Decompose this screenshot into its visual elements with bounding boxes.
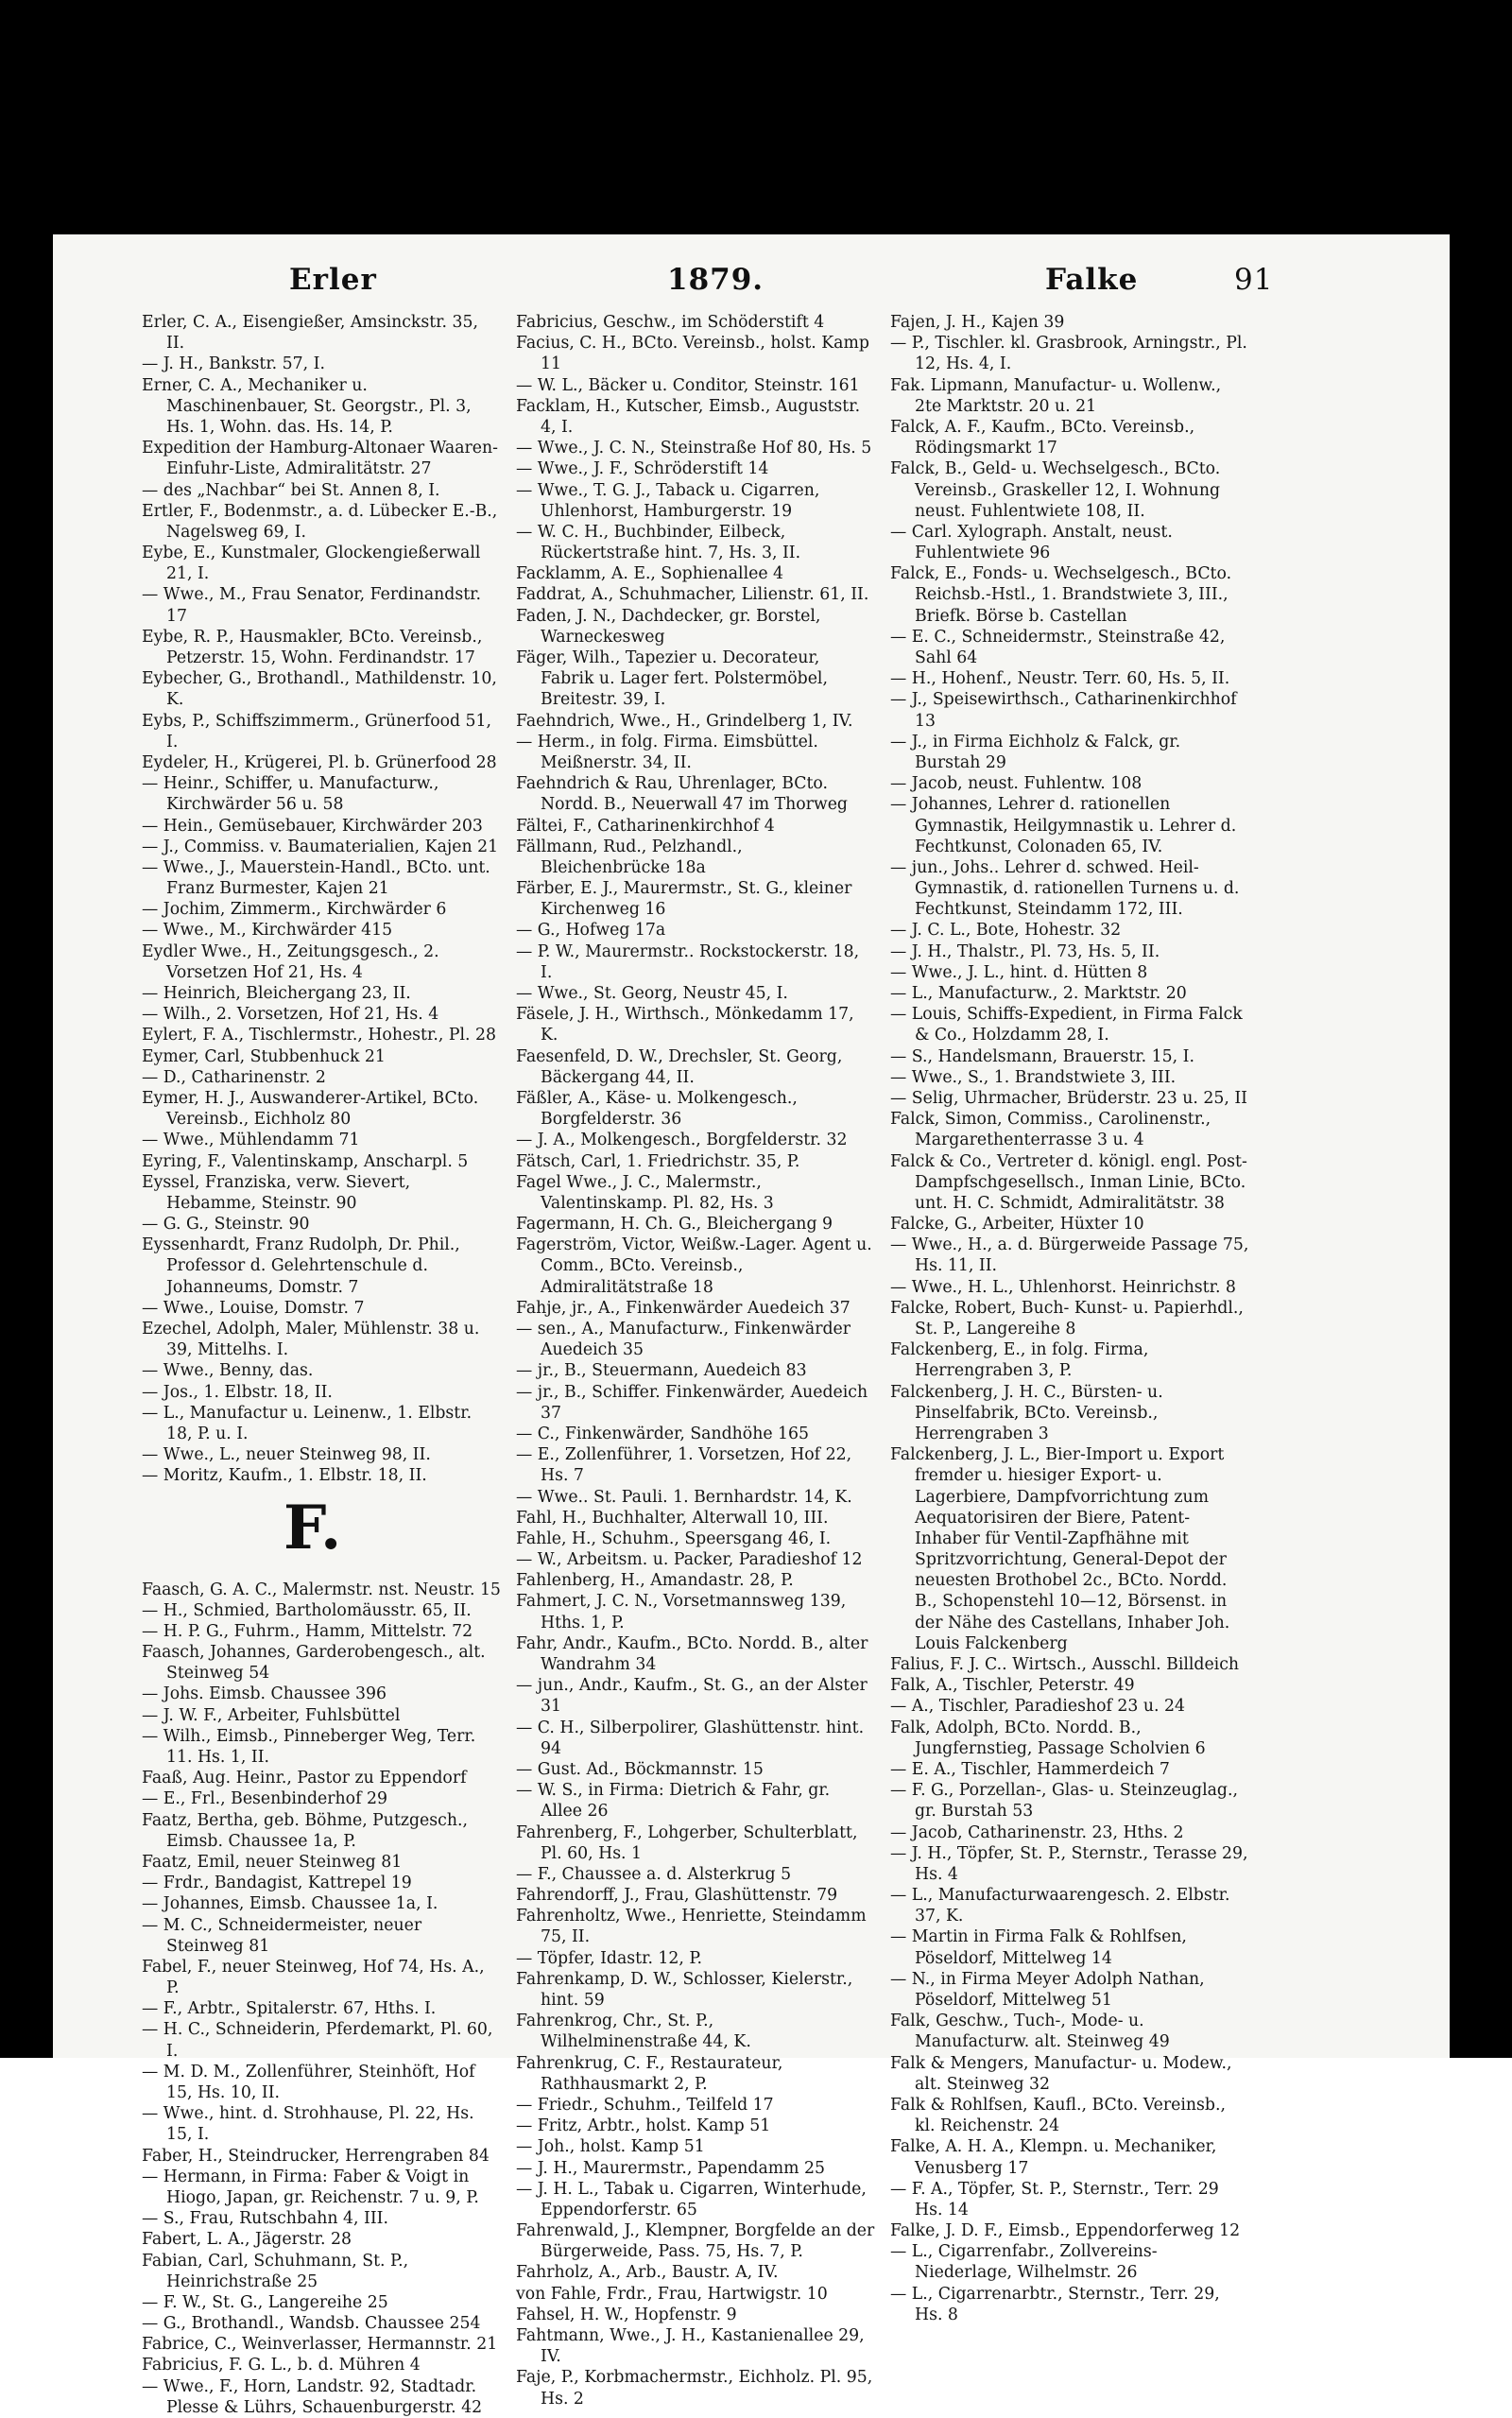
directory-entry: — Gust. Ad., Böckmannstr. 15: [516, 1759, 764, 1779]
directory-entry: — D., Catharinenstr. 2: [142, 1067, 326, 1087]
header-year: 1879.: [667, 263, 765, 297]
directory-entry: Expedition der Hamburg-Altonaer Waaren-Einfuhr-Liste, Admiralitätstr. 27: [142, 439, 498, 479]
directory-entry: — F. G., Porzellan-, Glas- u. Steinzeuglag., gr. Burstah 53: [890, 1781, 1238, 1822]
directory-entry: — M. D. M., Zollenführer, Steinhöft, Hof 15, Hs. 10, II.: [142, 2062, 475, 2102]
directory-entry: Fahrenkamp, D. W., Schlosser, Kielerstr., hint. 59: [516, 1969, 853, 2010]
directory-entry: Faasch, G. A. C., Malermstr. nst. Neustr. 15: [142, 1580, 501, 1599]
directory-entry: Faje, P., Korbmachermstr., Eichholz. Pl. 95, Hs. 2: [516, 2368, 873, 2409]
directory-entry: — Louis, Schiffs-Expedient, in Firma Falck & Co., Holzdamm 28, I.: [890, 1005, 1243, 1045]
directory-entry: Falke, J. D. F., Eimsb., Eppendorferweg 12: [890, 2221, 1241, 2241]
directory-entry: Fäsele, J. H., Wirthsch., Mönkedamm 17, K.: [516, 1005, 854, 1045]
directory-entry: — Wwe., F., Horn, Landstr. 92, Stadtadr. Plesse & Lührs, Schauenburgerstr. 42: [142, 2376, 483, 2417]
directory-entry: — F., Chaussee a. d. Alsterkrug 5: [516, 1864, 792, 1884]
directory-entry: — J., Speisewirthsch., Catharinenkirchhof 13: [890, 690, 1237, 731]
directory-entry: Facius, C. H., BCto. Vereinsb., holst. Kamp 11: [516, 334, 869, 374]
directory-entry: Fabian, Carl, Schuhmann, St. P., Heinrichstraße 25: [142, 2251, 409, 2291]
directory-entry: Falck, Simon, Commiss., Carolinenstr., Margarethenterrasse 3 u. 4: [890, 1110, 1211, 1150]
directory-entry: Fahsel, H. W., Hopfenstr. 9: [516, 2305, 737, 2324]
directory-entry: — Jacob, Catharinenstr. 23, Hths. 2: [890, 1822, 1184, 1842]
directory-entry: — Friedr., Schuhm., Teilfeld 17: [516, 2095, 774, 2115]
directory-entry: — Johannes, Lehrer d. rationellen Gymnastik, Heilgymnastik u. Lehrer d. Fechtkunst, Colonaden 65, IV.: [890, 795, 1237, 856]
directory-entry: — Wwe., J. C. N., Steinstraße Hof 80, Hs. 5: [516, 439, 872, 458]
directory-entry: Ertler, F., Bodenmstr., a. d. Lübecker E.-B., Nagelsweg 69, I.: [142, 501, 498, 542]
page-number: 91: [1234, 263, 1274, 297]
directory-entry: — Wilh., 2. Vorsetzen, Hof 21, Hs. 4: [142, 1005, 439, 1025]
directory-entry: Fahrendorff, J., Frau, Glashüttenstr. 79: [516, 1886, 838, 1906]
directory-entry: Fahr, Andr., Kaufm., BCto. Nordd. B., alter Wandrahm 34: [516, 1633, 868, 1674]
directory-entry: Fak. Lipmann, Manufactur- u. Wollenw., 2te Marktstr. 20 u. 21: [890, 375, 1222, 416]
directory-entry: — Wwe., J. F., Schröderstift 14: [516, 459, 769, 479]
directory-entry: — Wwe., St. Georg, Neustr 45, I.: [516, 984, 788, 1003]
directory-entry: Eymer, Carl, Stubbenhuck 21: [142, 1046, 386, 1066]
directory-entry: Eyssel, Franziska, verw. Sievert, Hebamme, Steinstr. 90: [142, 1172, 411, 1213]
directory-entry: — des „Nachbar“ bei St. Annen 8, I.: [142, 480, 440, 500]
directory-entry: Eybecher, G., Brothandl., Mathildenstr. 10, K.: [142, 669, 497, 710]
directory-page: [53, 234, 1450, 2417]
directory-entry: — L., Manufactur u. Leinenw., 1. Elbstr. 18, P. u. I.: [142, 1403, 472, 1443]
directory-entry: — Heinrich, Bleichergang 23, II.: [142, 984, 411, 1003]
directory-entry: — W., Arbeitsm. u. Packer, Paradieshof 12: [516, 1550, 863, 1570]
directory-entry: — Wwe., M., Kirchwärder 415: [142, 921, 393, 941]
header-first-name: Erler: [289, 263, 377, 297]
directory-entry: Fältei, F., Catharinenkirchhof 4: [516, 816, 775, 836]
directory-entry: — Wwe., Louise, Domstr. 7: [142, 1298, 365, 1318]
directory-entry: Fahje, jr., A., Finkenwärder Auedeich 37: [516, 1298, 850, 1318]
directory-entry: Falius, F. J. C.. Wirtsch., Ausschl. Billdeich: [890, 1655, 1240, 1674]
directory-entry: Fällmann, Rud., Pelzhandl., Bleichenbrücke 18a: [516, 837, 743, 877]
directory-entry: Faatz, Emil, neuer Steinweg 81: [142, 1852, 403, 1872]
directory-entry: — Hein., Gemüsebauer, Kirchwärder 203: [142, 816, 483, 836]
directory-entry: — E. A., Tischler, Hammerdeich 7: [890, 1759, 1170, 1779]
directory-entry: — jun., Johs.. Lehrer d. schwed. Heil-Gymnastik, d. rationellen Turnens u. d. Fechtkunst, Steindamm 172, III.: [890, 857, 1240, 920]
column-3: [890, 312, 1249, 2324]
directory-entry: — J. A., Molkengesch., Borgfelderstr. 32: [516, 1131, 848, 1150]
directory-entry: — S., Handelsmann, Brauerstr. 15, I.: [890, 1046, 1194, 1066]
directory-entry: von Fahle, Frdr., Frau, Hartwigstr. 10: [516, 2284, 828, 2304]
directory-entry: — Jochim, Zimmerm., Kirchwärder 6: [142, 900, 447, 920]
directory-entry: Eydler Wwe., H., Zeitungsgesch., 2. Vorsetzen Hof 21, Hs. 4: [142, 941, 439, 982]
section-letter: F.: [284, 1492, 342, 1563]
directory-entry: — W. C. H., Buchbinder, Eilbeck, Rückertstraße hint. 7, Hs. 3, II.: [516, 522, 801, 563]
scan-border-top: [0, 0, 1512, 234]
directory-entry: Falcke, Robert, Buch- Kunst- u. Papierhdl., St. P., Langereihe 8: [890, 1298, 1244, 1339]
directory-entry: — L., Manufacturw., 2. Marktstr. 20: [890, 984, 1187, 1003]
directory-entry: — Selig, Uhrmacher, Brüderstr. 23 u. 25, II: [890, 1088, 1248, 1108]
directory-entry: Fagermann, H. Ch. G., Bleichergang 9: [516, 1215, 833, 1235]
directory-entry: Erner, C. A., Mechaniker u. Maschinenbauer, St. Georgstr., Pl. 3, Hs. 1, Wohn. das. Hs. 14, P.: [142, 375, 472, 437]
directory-entry: Faesenfeld, D. W., Drechsler, St. Georg, Bäckergang 44, II.: [516, 1046, 843, 1087]
directory-entry: — J. W. F., Arbeiter, Fuhlsbüttel: [142, 1705, 401, 1725]
directory-entry: — Wwe., hint. d. Strohhause, Pl. 22, Hs. 15, I.: [142, 2104, 474, 2145]
directory-entry: — Jos., 1. Elbstr. 18, II.: [142, 1382, 333, 1402]
directory-entry: Falckenberg, E., in folg. Firma, Herrengraben 3, P.: [890, 1340, 1149, 1381]
directory-entry: — J. H., Maurermstr., Papendamm 25: [516, 2158, 826, 2178]
directory-entry: Fagerström, Victor, Weißw.-Lager. Agent u. Comm., BCto. Vereinsb., Admiralitätstraße 18: [516, 1235, 872, 1297]
directory-entry: — sen., A., Manufacturw., Finkenwärder Auedeich 35: [516, 1320, 851, 1360]
directory-entry: Fäger, Wilh., Tapezier u. Decorateur, Fabrik u. Lager fert. Polstermöbel, Breitestr. 39, I.: [516, 648, 828, 710]
directory-entry: — Wwe., Mühlendamm 71: [142, 1131, 360, 1150]
directory-entry: — E. C., Schneidermstr., Steinstraße 42, Sahl 64: [890, 627, 1226, 667]
directory-entry: — Wwe., S., 1. Brandstwiete 3, III.: [890, 1067, 1177, 1087]
directory-entry: — Frdr., Bandagist, Kattrepel 19: [142, 1874, 412, 1893]
directory-entry: Fäßler, A., Käse- u. Molkengesch., Borgfelderstr. 36: [516, 1088, 798, 1130]
directory-entry: Faehndrich, Wwe., H., Grindelberg 1, IV.: [516, 711, 853, 731]
directory-entry: — J. C. L., Bote, Hohestr. 32: [890, 921, 1122, 941]
directory-entry: Fahlenberg, H., Amandastr. 28, P.: [516, 1571, 794, 1591]
directory-entry: — E., Zollenführer, 1. Vorsetzen, Hof 22, Hs. 7: [516, 1445, 852, 1486]
directory-entry: Falck & Co., Vertreter d. königl. engl. Post-Dampfschgesellsch., Inman Linie, BCto. unt. H. C. Schmidt, Admiralitätstr. 38: [890, 1151, 1247, 1213]
directory-entry: — H., Hohenf., Neustr. Terr. 60, Hs. 5, II.: [890, 669, 1230, 689]
directory-entry: — Wwe., H. L., Uhlenhorst. Heinrichstr. 8: [890, 1277, 1236, 1297]
directory-entry: Falckenberg, J. H. C., Bürsten- u. Pinselfabrik, BCto. Vereinsb., Herrengraben 3: [890, 1382, 1163, 1443]
directory-entry: Fahl, H., Buchhalter, Alterwall 10, III.: [516, 1508, 829, 1528]
directory-entry: — Johs. Eimsb. Chaussee 396: [142, 1684, 387, 1704]
directory-entry: Falk & Rohlfsen, Kaufl., BCto. Vereinsb., kl. Reichenstr. 24: [890, 2095, 1226, 2136]
directory-entry: — C. H., Silberpolirer, Glashüttenstr. hint. 94: [516, 1718, 865, 1758]
directory-entry: Fahtmann, Wwe., J. H., Kastanienallee 29, IV.: [516, 2326, 865, 2367]
directory-entry: — L., Manufacturwaarengesch. 2. Elbstr. 37, K.: [890, 1886, 1230, 1926]
directory-entry: — H. P. G., Fuhrm., Hamm, Mittelstr. 72: [142, 1621, 473, 1641]
directory-entry: Faaß, Aug. Heinr., Pastor zu Eppendorf: [142, 1769, 467, 1788]
directory-entry: — Hermann, in Firma: Faber & Voigt in Hiogo, Japan, gr. Reichenstr. 7 u. 9, P.: [142, 2167, 479, 2207]
directory-entry: — J., Commiss. v. Baumaterialien, Kajen 21: [142, 837, 499, 856]
directory-entry: — Wwe., T. G. J., Taback u. Cigarren, Uhlenhorst, Hamburgerstr. 19: [516, 480, 820, 521]
directory-entry: Fahrenwald, J., Klempner, Borgfelde an der Bürgerweide, Pass. 75, Hs. 7, P.: [516, 2221, 875, 2262]
page-header: [53, 263, 1450, 320]
directory-entry: — N., in Firma Meyer Adolph Nathan, Pöseldorf, Mittelweg 51: [890, 1969, 1205, 2010]
directory-entry: — Wwe., H., a. d. Bürgerweide Passage 75, Hs. 11, II.: [890, 1235, 1249, 1276]
directory-entry: Falk & Mengers, Manufactur- u. Modew., alt. Steinweg 32: [890, 2053, 1232, 2094]
directory-entry: — F. A., Töpfer, St. P., Sternstr., Terr. 29 Hs. 14: [890, 2179, 1219, 2219]
directory-entry: Falcke, G., Arbeiter, Hüxter 10: [890, 1215, 1144, 1235]
directory-entry: — Joh., holst. Kamp 51: [516, 2137, 705, 2157]
directory-entry: Fahle, H., Schuhm., Speersgang 46, I.: [516, 1529, 832, 1548]
directory-entry: — M. C., Schneidermeister, neuer Steinweg 81: [142, 1915, 422, 1956]
directory-entry: — Carl. Xylograph. Anstalt, neust. Fuhlentwiete 96: [890, 522, 1173, 563]
column-1: [142, 312, 501, 2417]
directory-entry: Fabel, F., neuer Steinweg, Hof 74, Hs. A., P.: [142, 1957, 485, 1998]
directory-entry: Eyssenhardt, Franz Rudolph, Dr. Phil., Professor d. Gelehrtenschule d. Johanneums, Domstr. 7: [142, 1235, 460, 1297]
directory-entry: Fabert, L. A., Jägerstr. 28: [142, 2230, 352, 2250]
directory-entry: — L., Cigarrenarbtr., Sternstr., Terr. 29, Hs. 8: [890, 2284, 1220, 2324]
directory-entry: — Wwe., J., Mauerstein-Handl., BCto. unt. Franz Burmester, Kajen 21: [142, 857, 490, 899]
directory-entry: Falck, E., Fonds- u. Wechselgesch., BCto. Reichsb.-Hstl., 1. Brandstwiete 3, III., Briefk. Börse b. Castellan: [890, 564, 1232, 626]
directory-entry: — Herm., in folg. Firma. Eimsbüttel. Meißnerstr. 34, II.: [516, 732, 818, 772]
directory-entry: Faasch, Johannes, Garderobengesch., alt. Steinweg 54: [142, 1643, 486, 1684]
directory-entry: Fahrenberg, F., Lohgerber, Schulterblatt, Pl. 60, Hs. 1: [516, 1822, 858, 1863]
directory-entry: — H. C., Schneiderin, Pferdemarkt, Pl. 60, I.: [142, 2020, 493, 2061]
directory-entry: Eydeler, H., Krügerei, Pl. b. Grünerfood 28: [142, 752, 497, 772]
directory-entry: — L., Cigarrenfabr., Zollvereins-Niederlage, Wilhelmstr. 26: [890, 2242, 1158, 2283]
directory-entry: — J. H., Töpfer, St. P., Sternstr., Terasse 29, Hs. 4: [890, 1843, 1248, 1884]
directory-entry: Fagel Wwe., J. C., Malermstr., Valentinskamp. Pl. 82, Hs. 3: [516, 1172, 774, 1213]
directory-entry: Falckenberg, J. L., Bier-Import u. Export fremder u. hiesiger Export- u. Lagerbiere, Dampfvorrichtung zum Aequatorisiren der Biere, Patent-Inhaber für Ventil-Zapfhähne mit Spritzvorrichtung, General-Depot der neuesten Brothobel 2c., BCto. Nordd. B., Schopenstehl 10—12, Börsenst. in der Nähe des Castellans, Inhaber Joh. Louis Falckenberg: [890, 1445, 1230, 1653]
directory-entry: — Wwe., Benny, das.: [142, 1361, 314, 1381]
column-2: [516, 312, 875, 2409]
directory-entry: Fahmert, J. C. N., Vorsetmannsweg 139, Hths. 1, P.: [516, 1592, 847, 1632]
directory-entry: — J. H. L., Tabak u. Cigarren, Winterhude, Eppendorferstr. 65: [516, 2179, 867, 2219]
directory-entry: — J. H., Bankstr. 57, I.: [142, 354, 325, 374]
directory-entry: Färber, E. J., Maurermstr., St. G., kleiner Kirchenweg 16: [516, 879, 852, 920]
directory-entry: Eybe, E., Kunstmaler, Glockengießerwall 21, I.: [142, 544, 481, 584]
directory-entry: — Johannes, Eimsb. Chaussee 1a, I.: [142, 1894, 438, 1914]
directory-entry: Falke, A. H. A., Klempn. u. Mechaniker, Venusberg 17: [890, 2137, 1217, 2178]
directory-entry: Faatz, Bertha, geb. Böhme, Putzgesch., Eimsb. Chaussee 1a, P.: [142, 1810, 468, 1851]
directory-entry: — J., in Firma Eichholz & Falck, gr. Burstah 29: [890, 732, 1181, 772]
directory-entry: Falck, B., Geld- u. Wechselgesch., BCto. Vereinsb., Graskeller 12, I. Wohnung neust. Fuhlentwiete 108, II.: [890, 459, 1221, 521]
directory-entry: Fabrice, C., Weinverlasser, Hermannstr. 21: [142, 2335, 498, 2355]
directory-entry: Fabricius, F. G. L., b. d. Mühren 4: [142, 2356, 421, 2375]
directory-entry: Fahrholz, A., Arb., Baustr. A, IV.: [516, 2263, 779, 2283]
directory-entry: — Moritz, Kaufm., 1. Elbstr. 18, II.: [142, 1466, 427, 1486]
directory-entry: — Wwe., L., neuer Steinweg 98, II.: [142, 1445, 431, 1465]
directory-entry: — Töpfer, Idastr. 12, P.: [516, 1948, 703, 1968]
directory-entry: — Wwe., J. L., hint. d. Hütten 8: [890, 962, 1148, 982]
directory-entry: — F. W., St. G., Langereihe 25: [142, 2292, 388, 2312]
directory-entry: Fahrenholtz, Wwe., Henriette, Steindamm 75, II.: [516, 1907, 867, 1947]
directory-entry: Faddrat, A., Schuhmacher, Lilienstr. 61, II.: [516, 585, 869, 605]
directory-entry: — jun., Andr., Kaufm., St. G., an der Alster 31: [516, 1676, 868, 1717]
directory-entry: — Wwe., M., Frau Senator, Ferdinandstr. 17: [142, 585, 481, 626]
directory-entry: — S., Frau, Rutschbahn 4, III.: [142, 2209, 388, 2229]
scan-border-right: [1450, 234, 1512, 2058]
directory-entry: — H., Schmied, Bartholomäusstr. 65, II.: [142, 1600, 472, 1620]
directory-entry: — E., Frl., Besenbinderhof 29: [142, 1789, 387, 1809]
directory-entry: — G., Brothandl., Wandsb. Chaussee 254: [142, 2314, 481, 2334]
directory-entry: Erler, C. A., Eisengießer, Amsinckstr. 35, II.: [142, 313, 479, 354]
directory-entry: — Heinr., Schiffer, u. Manufacturw., Kirchwärder 56 u. 58: [142, 774, 439, 815]
header-last-name: Falke: [1045, 263, 1139, 297]
directory-entry: Fabricius, Geschw., im Schöderstift 4: [516, 313, 825, 332]
directory-entry: — F., Arbtr., Spitalerstr. 67, Hths. I.: [142, 1999, 437, 2019]
directory-entry: Eyring, F., Valentinskamp, Anscharpl. 5: [142, 1151, 469, 1171]
directory-entry: Eybs, P., Schiffszimmerm., Grünerfood 51, I.: [142, 711, 492, 751]
directory-entry: — C., Finkenwärder, Sandhöhe 165: [516, 1424, 810, 1443]
directory-entry: — Fritz, Arbtr., holst. Kamp 51: [516, 2116, 771, 2136]
directory-entry: Eymer, H. J., Auswanderer-Artikel, BCto. Vereinsb., Eichholz 80: [142, 1088, 479, 1130]
directory-entry: — W. L., Bäcker u. Conditor, Steinstr. 161: [516, 375, 860, 395]
directory-entry: — W. S., in Firma: Dietrich & Fahr, gr. Allee 26: [516, 1781, 831, 1822]
directory-entry: Faber, H., Steindrucker, Herrengraben 84: [142, 2146, 490, 2166]
directory-entry: — G. G., Steinstr. 90: [142, 1215, 310, 1235]
directory-entry: Falk, Geschw., Tuch-, Mode- u. Manufacturw. alt. Steinweg 49: [890, 2012, 1170, 2052]
directory-entry: — P. W., Maurermstr.. Rockstockerstr. 18, I.: [516, 941, 860, 982]
directory-entry: Fajen, J. H., Kajen 39: [890, 313, 1065, 332]
directory-entry: Facklam, H., Kutscher, Eimsb., Auguststr. 4, I.: [516, 396, 861, 437]
directory-entry: — jr., B., Schiffer. Finkenwärder, Auedeich 37: [516, 1382, 868, 1423]
directory-entry: Falk, A., Tischler, Peterstr. 49: [890, 1676, 1135, 1696]
directory-entry: Ezechel, Adolph, Maler, Mühlenstr. 38 u. 39, Mittelhs. I.: [142, 1320, 480, 1360]
directory-entry: Faden, J. N., Dachdecker, gr. Borstel, Warneckesweg: [516, 606, 821, 647]
directory-entry: — Wwe.. St. Pauli. 1. Bernhardstr. 14, K.: [516, 1487, 852, 1507]
directory-entry: Falck, A. F., Kaufm., BCto. Vereinsb., Rödingsmarkt 17: [890, 417, 1195, 458]
directory-entry: Facklamm, A. E., Sophienallee 4: [516, 564, 784, 584]
directory-entry: Fahrenkrog, Chr., St. P., Wilhelminenstraße 44, K.: [516, 2012, 751, 2052]
directory-entry: Fahrenkrug, C. F., Restaurateur, Rathhausmarkt 2, P.: [516, 2053, 783, 2094]
directory-entry: — jr., B., Steuermann, Auedeich 83: [516, 1361, 807, 1381]
directory-entry: — P., Tischler. kl. Grasbrook, Arningstr., Pl. 12, Hs. 4, I.: [890, 334, 1247, 374]
directory-entry: — J. H., Thalstr., Pl. 73, Hs. 5, II.: [890, 941, 1160, 961]
scan-border-left: [0, 234, 53, 2058]
directory-entry: — Wilh., Eimsb., Pinneberger Weg, Terr. 11. Hs. 1, II.: [142, 1726, 476, 1767]
directory-entry: Fätsch, Carl, 1. Friedrichstr. 35, P.: [516, 1151, 800, 1171]
directory-entry: — A., Tischler, Paradieshof 23 u. 24: [890, 1697, 1185, 1717]
directory-entry: Eybe, R. P., Hausmakler, BCto. Vereinsb., Petzerstr. 15, Wohn. Ferdinandstr. 17: [142, 627, 483, 667]
directory-entry: Falk, Adolph, BCto. Nordd. B., Jungfernstieg, Passage Scholvien 6: [890, 1718, 1206, 1758]
directory-entry: Eylert, F. A., Tischlermstr., Hohestr., Pl. 28: [142, 1026, 496, 1045]
directory-entry: — Jacob, neust. Fuhlentw. 108: [890, 774, 1143, 794]
directory-entry: Faehndrich & Rau, Uhrenlager, BCto. Nordd. B., Neuerwall 47 im Thorweg: [516, 774, 848, 815]
directory-entry: — Martin in Firma Falk & Rohlfsen, Pöseldorf, Mittelweg 14: [890, 1927, 1187, 1968]
directory-entry: — G., Hofweg 17a: [516, 921, 666, 941]
